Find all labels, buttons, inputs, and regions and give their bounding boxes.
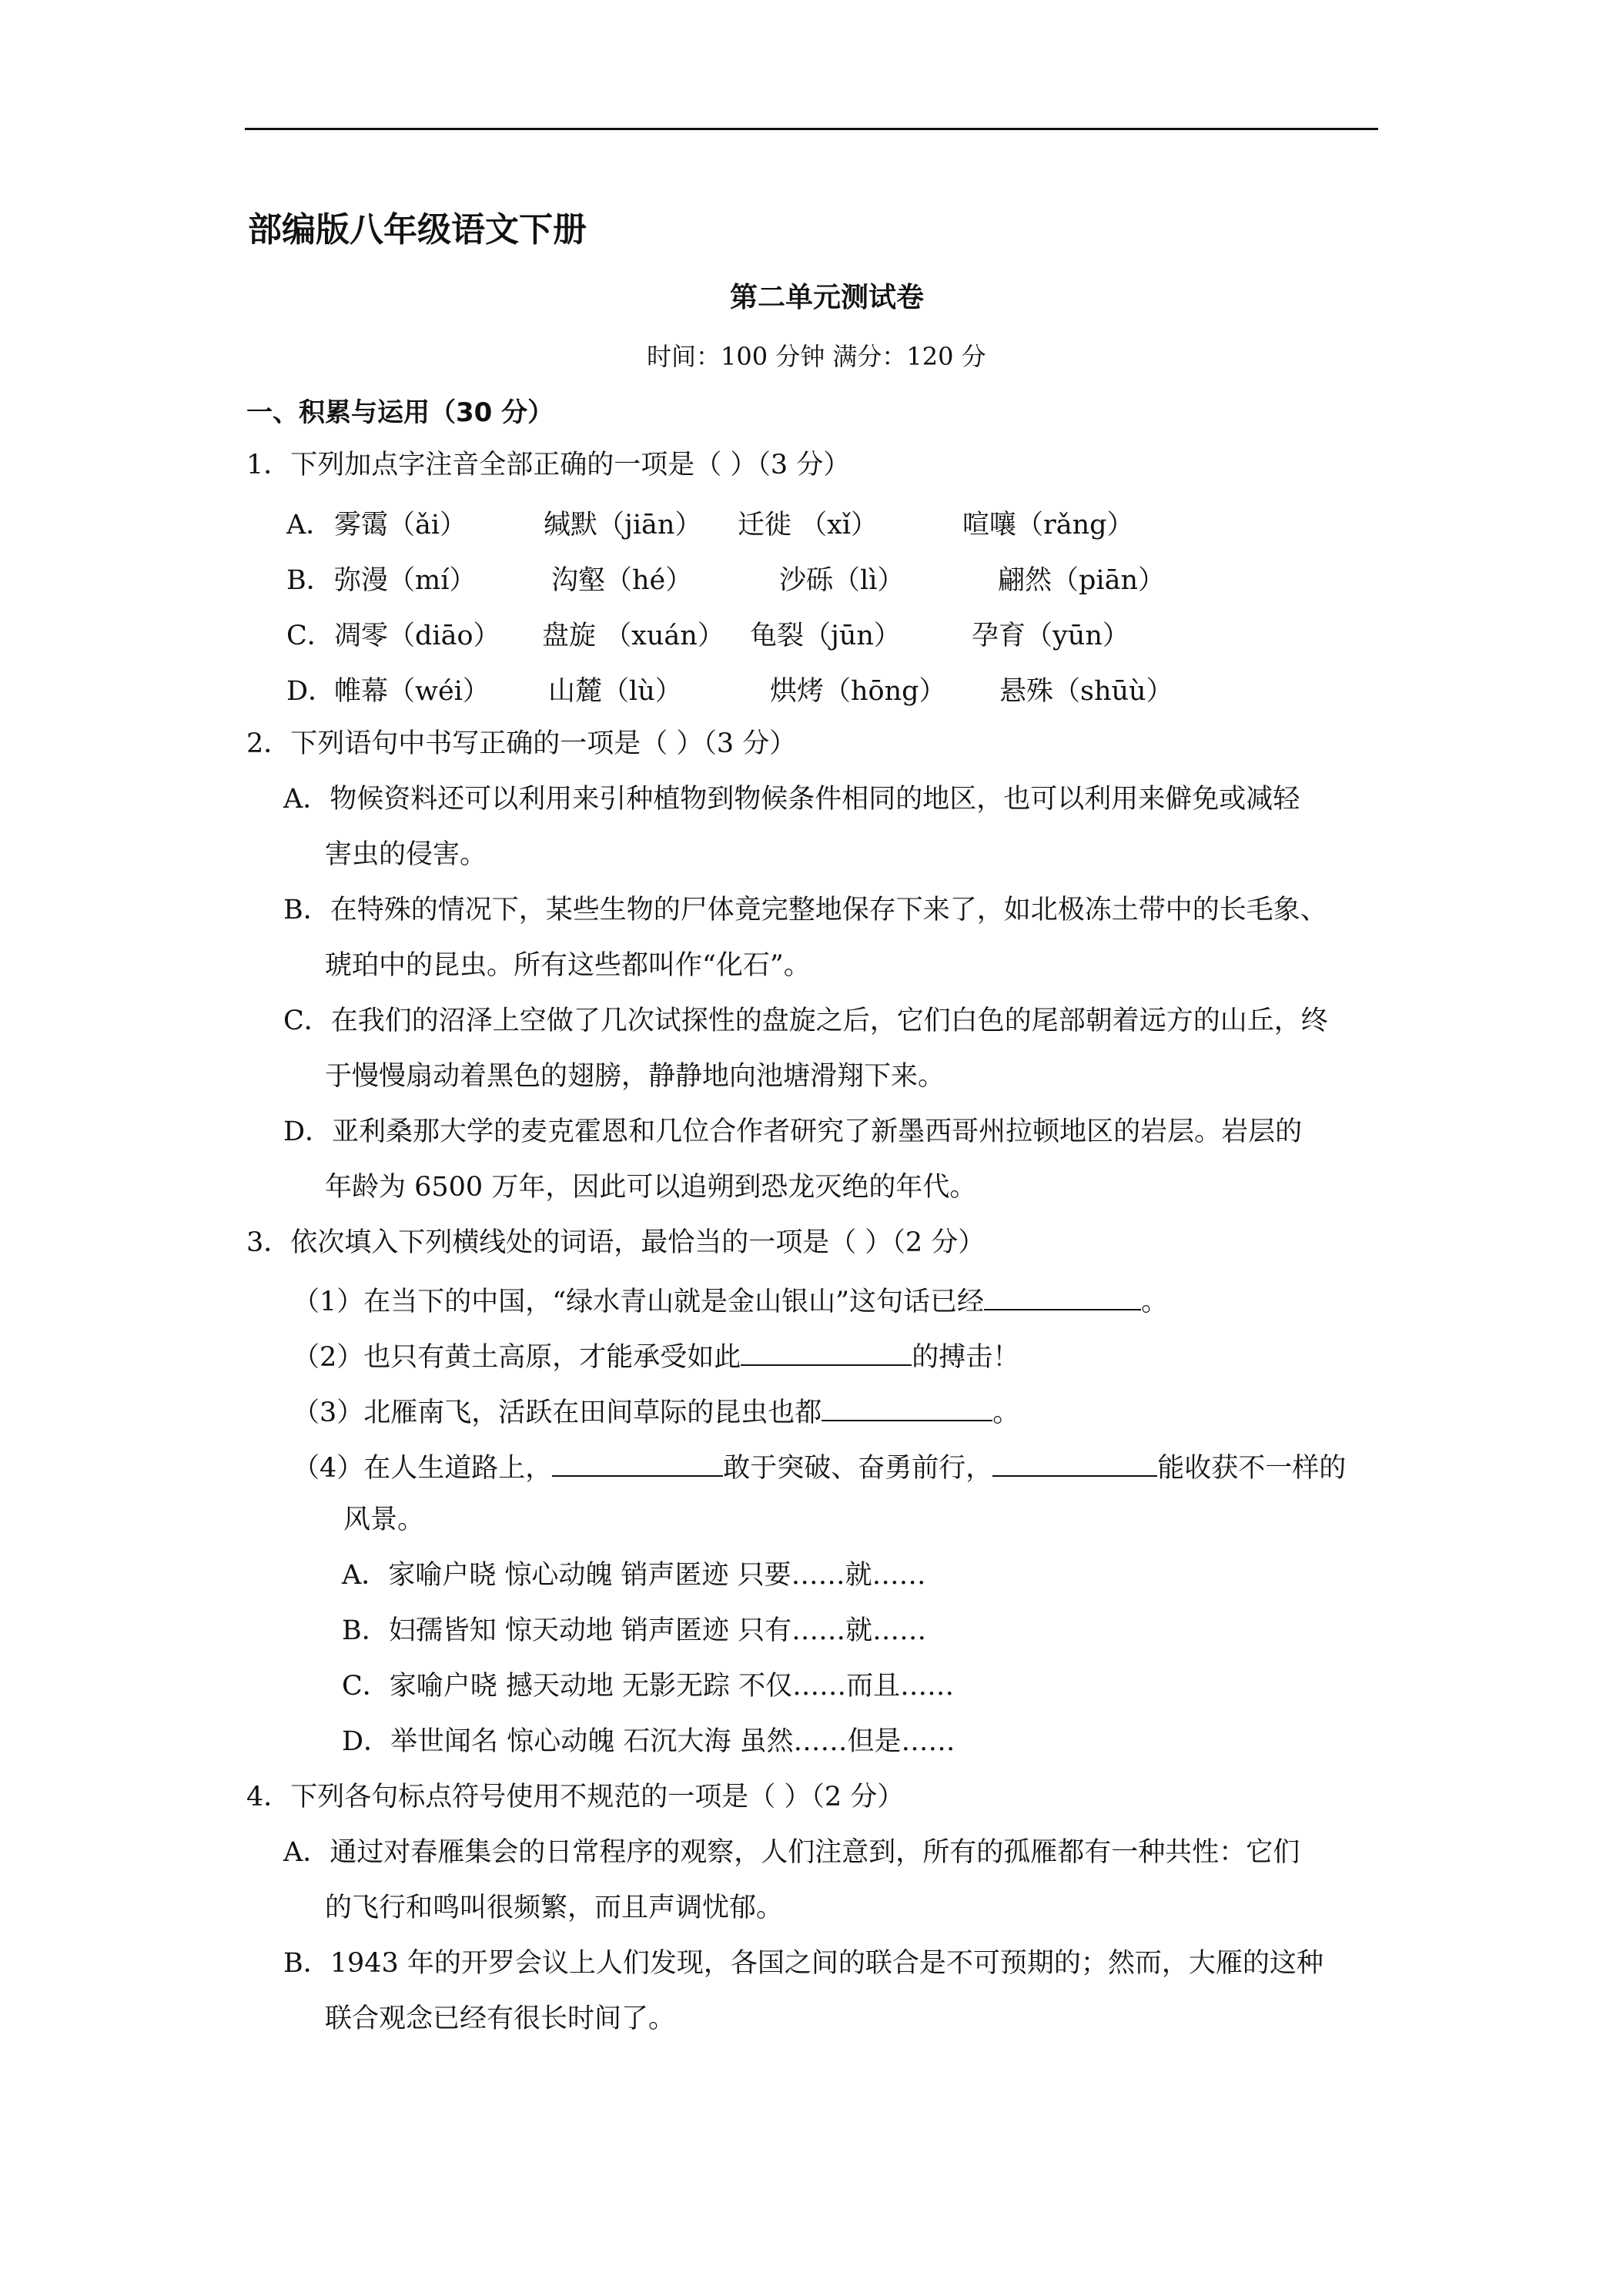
q2-option-d: D．亚利桑那大学的麦克霍恩和几位合作者研究了新墨西哥州拉顿地区的岩层。岩层的 bbox=[283, 1116, 1303, 1147]
q3-stem: 3．依次填入下列横线处的词语，最恰当的一项是（ ）（2 分） bbox=[246, 1227, 986, 1258]
q3-sentence-3: （3）北雁南飞，活跃在田间草际的昆虫也都 。 bbox=[293, 1392, 1019, 1430]
header-rule bbox=[245, 128, 1378, 130]
q4-option-a: A．通过对春雁集会的日常程序的观察，人们注意到，所有的孤雁都有一种共性：它们 bbox=[283, 1837, 1300, 1868]
q4-option-b-cont: 联合观念已经有很长时间了。 bbox=[325, 2003, 676, 2034]
q3-option-b: B．妇孺皆知 惊天动地 销声匿迹 只有……就…… bbox=[342, 1615, 927, 1646]
answer-blank[interactable] bbox=[992, 1448, 1157, 1477]
book-title: 部编版八年级语文下册 bbox=[248, 210, 587, 249]
q4-stem: 4．下列各句标点符号使用不规范的一项是（ ）（2 分） bbox=[246, 1782, 905, 1812]
q2-option-a-cont: 害虫的侵害。 bbox=[325, 839, 487, 870]
q2-option-c-cont: 于慢慢扇动着黑色的翅膀，静静地向池塘滑翔下来。 bbox=[325, 1061, 945, 1092]
q2-option-b-cont: 琥珀中的昆虫。所有这些都叫作“化石”。 bbox=[325, 950, 811, 981]
q2-stem: 2．下列语句中书写正确的一项是（ ）（3 分） bbox=[246, 728, 797, 759]
q2-option-a: A．物候资料还可以利用来引种植物到物候条件相同的地区，也可以利用来僻免或减轻 bbox=[283, 784, 1300, 815]
q3-option-a: A．家喻户晓 惊心动魄 销声匿迹 只要……就…… bbox=[342, 1560, 926, 1591]
answer-blank[interactable] bbox=[984, 1281, 1141, 1310]
q3-option-d: D．举世闻名 惊心动魄 石沉大海 虽然……但是…… bbox=[342, 1726, 955, 1757]
q3-option-c: C．家喻户晓 撼天动地 无影无踪 不仅……而且…… bbox=[342, 1671, 955, 1702]
q4-option-b: B．1943 年的开罗会议上人们发现，各国之间的联合是不可预期的；然而，大雁的这种 bbox=[283, 1948, 1323, 1979]
q3-sentence-2: （2）也只有黄土高原，才能承受如此 的搏击！ bbox=[293, 1337, 1019, 1374]
q2-option-b: B．在特殊的情况下，某些生物的尸体竟完整地保存下来了，如北极冻土带中的长毛象、 bbox=[283, 895, 1327, 925]
q2-option-c: C．在我们的沼泽上空做了几次试探性的盘旋之后，它们白色的尾部朝着远方的山丘，终 bbox=[283, 1006, 1328, 1036]
q3-sentence-4: （4）在人生道路上， 敢于突破、奋勇前行， 能收获不一样的 bbox=[293, 1448, 1346, 1485]
answer-blank[interactable] bbox=[552, 1448, 723, 1477]
q2-option-d-cont: 年龄为 6500 万年，因此可以追朔到恐龙灭绝的年代。 bbox=[325, 1172, 977, 1203]
time-info: 时间：100 分钟 满分：120 分 bbox=[647, 342, 986, 371]
test-title: 第二单元测试卷 bbox=[730, 282, 925, 313]
q3-sentence-4-cont: 风景。 bbox=[343, 1504, 425, 1535]
answer-blank[interactable] bbox=[741, 1337, 912, 1366]
exam-page: 部编版八年级语文下册 第二单元测试卷 时间：100 分钟 满分：120 分 一、积累与运用（30 分） 1．下列加点字注音全部正确的一项是（ ）（3 分） A． 雾霭（ǎi） 缄默（jiān） 迁徙 （xǐ） 喧嚷（rǎng） B． 弥漫（mí） 沟壑（hé） 沙砾（lì） 翩然（piān） C． 凋零（diāo） 盘旋 （xuán） 龟裂（jūn） 孕育（yūn） D． 帷幕（wéi） 山麓（lù） 烘烤（hōng） 悬殊（shūù） 2．下列语句中书写正确的一项是（ ）（3 分） A．物候资料还可以利用来引种植物到物候条件相同的地区，也可以利用来僻免或减轻 害虫的侵害。 B．在特殊的情况下，某些生物的尸体竟完整地保存下来了，如北极冻土带中的长毛象、 琥珀中的昆虫。所有这些都叫作“化石”。 C．在我们的沼泽上空做了几次试探性的盘旋之后，它们白色的尾部朝着远方的山丘，终 于慢慢扇动着黑色的翅膀，静静地向池塘滑翔下来。 D．亚利桑那大学的麦克霍恩和几位合作者研究了新墨西哥州拉顿地区的岩层。岩层的 年龄为 6500 万年，因此可以追朔到恐龙灭绝的年代。 3．依次填入下列横线处的词语，最恰当的一项是（ ）（2 分） （1）在当下的中国，“绿水青山就是金山银山”这句话已经 。 （2）也只有黄土高原，才能承受如此 的搏击！ （3）北雁南飞，活跃在田间草际的昆虫也都 。 （4）在人生道路上， 敢于突破、奋勇前行， 能收获不一样的 风景。 A．家喻户晓 惊心动魄 销声匿迹 只要……就…… B．妇孺皆知 惊天动地 销声匿迹 只有……就…… C．家喻户晓 撼天动地 无影无踪 不仅……而且…… D．举世闻名 惊心动魄 石沉大海 虽然……但是…… 4．下列各句标点符号使用不规范的一项是（ ）（2 分） A．通过对春雁集会的日常程序的观察，人们注意到，所有的孤雁都有一种共性：它们 的飞行和鸣叫很频繁，而且声调忧郁。 B．1943 年的开罗会议上人们发现，各国之间的联合是不可预期的；然而，大雁的这种 联合观念已经有很长时间了。 bbox=[0, 0, 1623, 2296]
section-title: 一、积累与运用（30 分） bbox=[246, 397, 554, 428]
q1-stem: 1．下列加点字注音全部正确的一项是（ ）（3 分） bbox=[246, 450, 851, 480]
q3-sentence-1: （1）在当下的中国，“绿水青山就是金山银山”这句话已经 。 bbox=[293, 1281, 1168, 1319]
q4-option-a-cont: 的飞行和鸣叫很频繁，而且声调忧郁。 bbox=[325, 1893, 784, 1923]
answer-blank[interactable] bbox=[822, 1392, 992, 1421]
